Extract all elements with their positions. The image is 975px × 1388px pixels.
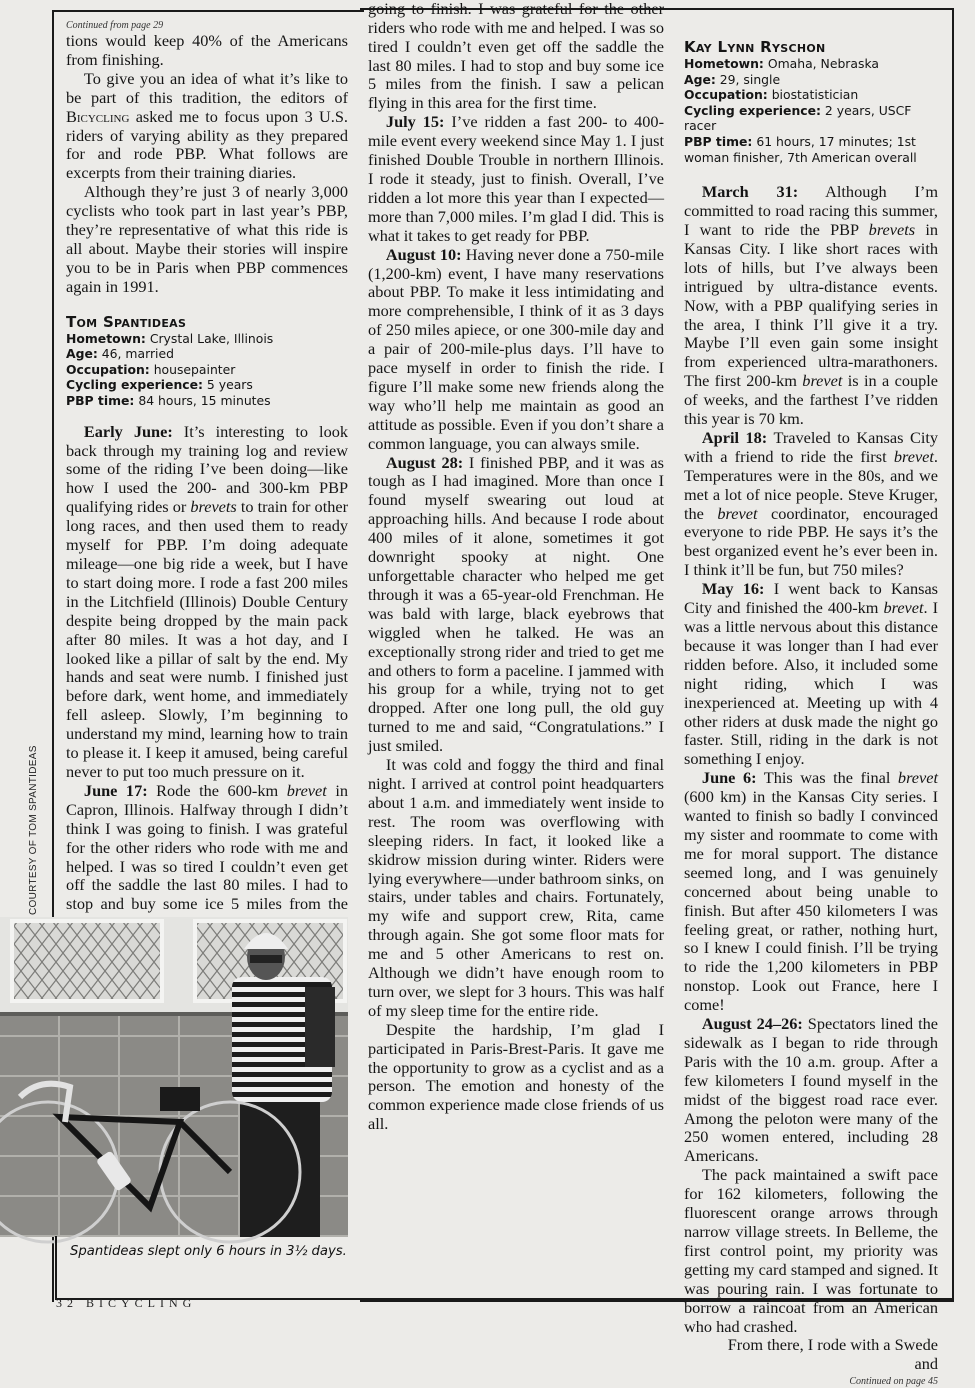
bio-field: Hometown: Omaha, Nebraska [684, 56, 880, 71]
bio-field: Cycling experience: 5 years [66, 377, 253, 393]
continued-on-label: Continued on page 45 [849, 1376, 938, 1388]
photo-credit: COURTESY OF TOM SPANTIDEAS [28, 745, 39, 915]
intro-paragraph-1: tions would keep 40% of the Americans from finishing. [66, 31, 348, 69]
column-left [66, 20, 349, 914]
diary-entry: It was cold and foggy the third and final night. I arrived at control point headquarters about 1 a.m. and immediately went inside to rest. The room was overflowing with sleeping riders. In fact, it looked like a skidrow mission during winter. Riders were lying everywhere—under bathroom sinks, on stairs, under tables and chairs. Fortunately, my wife and support crew, Rita, came through again. She got some floor mats for me and 5 other Americans to rest on. Although we didn’t have enough room to turn over, we slept for 3 hours. This was half of my sleep time for the entire ride. [368, 755, 664, 1020]
diary-entry: From there, I rode with a Swede and [727, 1335, 938, 1374]
diary-entry: May 16: I went back to Kansas City and finished the 400-km brevet. I was a little nervous about this distance because it was longer than I had ever ridden before. Also, it included some night riding, which I was inexperienced at. Meeting up with 4 other riders at dusk made the night go faster. Still, riding in the dark is not something I enjoy. [684, 579, 939, 769]
magazine-name: Bicycling [66, 106, 130, 126]
column-right [684, 38, 938, 1388]
rider-photo [0, 917, 348, 1237]
bio-field: Cycling experience: 2 years, USCF racer [684, 102, 912, 134]
diary-entry-continuation: going to finish. I was grateful for the other riders who rode with me and helped. I was so tired I couldn’t even get off the saddle the last 80 miles. I had to stop and buy some ice 5 miles from the finish. I saw a pelican flying in this area for the first time. [368, 0, 664, 113]
photo-divider [55, 1236, 57, 1298]
diary-entry: April 18: Traveled to Kansas City with a friend to ride the first brevet. Temperatures were in the 80s, and we met a lot of nice people. Steve Kruger, the brevet coordinator, encouraged everyone to ride PBP. He says it’s the best organized event he’s ever been in. I think it’ll be fun, but 750 miles? [684, 427, 939, 580]
bio-field: PBP time: 84 hours, 15 minutes [66, 393, 271, 409]
diary-entry: The pack maintained a swift pace for 162 kilometers, following the fluorescent orange arrows through narrow village streets. In Belleme, the first control point, my priority was getting my card stamped and signed. It was pouring rain. I was fortunate to borrow a raincoat from an American who had crashed. [684, 1165, 938, 1336]
bio-field: PBP time: 61 hours, 17 minutes; 1st woman finisher, 7th American overall [684, 133, 917, 165]
bio-field: Occupation: housepainter [66, 361, 236, 377]
diary-entry: Despite the hardship, I’m glad I participated in Paris-Brest-Paris. It gave me the opportunity to grow as a cyclist and as a person. The emotion and honesty of the common experience made close friends of us all. [368, 1019, 664, 1134]
bio-field: Age: 46, married [66, 346, 174, 362]
diary-entry: March 31: Although I’m committed to road racing this summer, I want to ride the PBP brevets in Kansas City. I like short races with lots of hills, but I’ve always been intrigued by ultra-distance events. Now, with a PBP qualifying series in the area, I think I’ll give it a try. Maybe I’ll even gain some insight from experienced ultra-marathoners. The first 200-km brevet is in a couple of weeks, and the farthest I’ve ridden this year is 70 km. [684, 182, 938, 429]
rider-name: Tom Spantideas [66, 312, 187, 331]
bio-field: Hometown: Crystal Lake, Illinois [66, 330, 274, 346]
diary-entry: August 28: I finished PBP, and it was as tough as I had imagined. More than once I found myself swearing out loud at approaching hills. And because I rode about 400 miles of it alone, sometimes it got downright spooky at night. One unforgettable character who helped me get through it was a 65-year-old Frenchman. He was bald with large, black eyebrows that wiggled when he talked. He was an exceptionally strong rider and tried to get me and others to form a paceline. I jammed with his group for a while, trying not to get dropped. After one long pull, the old guy turned to me and said, “Congratulations.” I just smiled. [368, 452, 664, 756]
diary-entry: Early June: It’s interesting to look back through my training log and review some of the riding I’ve been doing—like how I used the 200- and 300-km PBP qualifying rides or brevets to train for other long races, and then used them to ready myself for PBP. I’m doing adequate mileage—one big ride a week, but I have to start doing more. I rode a fast 200 miles in the Litchfield (Illinois) Double Century despite being dropped by the main pack after 80 miles. It was a hot day, and I looked like a pillar of salt by the end. My hands and seat were numb. I finished just before dark, went home, and immediately fell asleep. Slowly, I’m beginning to understand my mind, learning how to train to please it. I keep it amused, being careful never to put too much pressure on it. [66, 421, 349, 781]
diary-entry: June 17: Rode the 600-km brevet in Capron, Illinois. Halfway through I didn’t think I was going to finish. I was grateful for the other riders who rode with me and helped. I was so tired I couldn’t even get off the saddle the last 80 miles. I had to stop and buy some ice 5 miles from the [66, 780, 348, 914]
page-folio: 32 BICYCLING [56, 1296, 197, 1310]
photo-illustration [0, 917, 348, 1237]
diary-entry: June 6: This was the final brevet (600 km) in the Kansas City series. I wanted to finish so badly I convinced my sister and roommate to come with me for moral support. The distance seemed long, and I was genuinely concerned about being unable to finish. But after 450 kilometers I was feeling great, or rather, nothing hurt, so I knew I could finish. I’ll be trying to ride the 1,200 kilometers in PBP nonstop. Look out France, here I come! [684, 768, 938, 1015]
rider-name: Kay Lynn Ryschon [684, 38, 826, 56]
photo-caption: Spantideas slept only 6 hours in 3½ days. [70, 1244, 347, 1259]
intro-paragraph-3: Although they’re just 3 of nearly 3,000 cyclists who took part in last year’s PBP, they’re representative of what this ride is all about. Maybe their stories will inspire you to be in Paris when PBP commences again in 1991. [66, 182, 348, 296]
bio-field: Age: 29, single [684, 71, 781, 87]
column-middle [368, 0, 665, 1272]
continued-from-label: Continued from page 29 [66, 20, 164, 31]
bio-field: Occupation: biostatistician [684, 87, 859, 103]
diary-entry: August 10: Having never done a 750-mile (1,200-km) event, I have many reservations about PBP. To make it less intimidating and more comprehensible, I think of it as 3 days of 250 miles apiece, or one 300-mile day and a pair of 200-mile-plus days. I’ll have to pace myself in order to finish the ride. I figure I’ll make some new friends along the way who’ll help me maintain as good an attitude as possible. Even if you don’t share a common language, you can always smile. [368, 244, 665, 453]
rider-bio-tom [66, 313, 348, 409]
rider-bio-kay [684, 38, 938, 165]
diary-entry: July 15: I’ve ridden a fast 200- to 400-mile event every weekend since May 1. I just finished Double Trouble in northern Illinois. I rode it steady, just to finish. Overall, I’ve ridden a lot more this year than I expected—more than 7,000 miles. I’m glad I did. This is what it takes to get ready for PBP. [368, 112, 664, 245]
intro-paragraph-2: To give you an idea of what it’s like to be part of this tradition, the editors of Bicycling asked me to focus upon 3 U.S. riders of varying ability as they prepared for and rode PBP. What follows are excerpts from their training diaries. [66, 68, 348, 183]
diary-entry: August 24–26: Spectators lined the sidewalk as I began to ride through Paris with the 10 a.m. group. After a few kilometers I found myself in the midst of the biggest road race ever. Among the peloton were many of the 250 women entered, including 28 Americans. [684, 1014, 938, 1166]
